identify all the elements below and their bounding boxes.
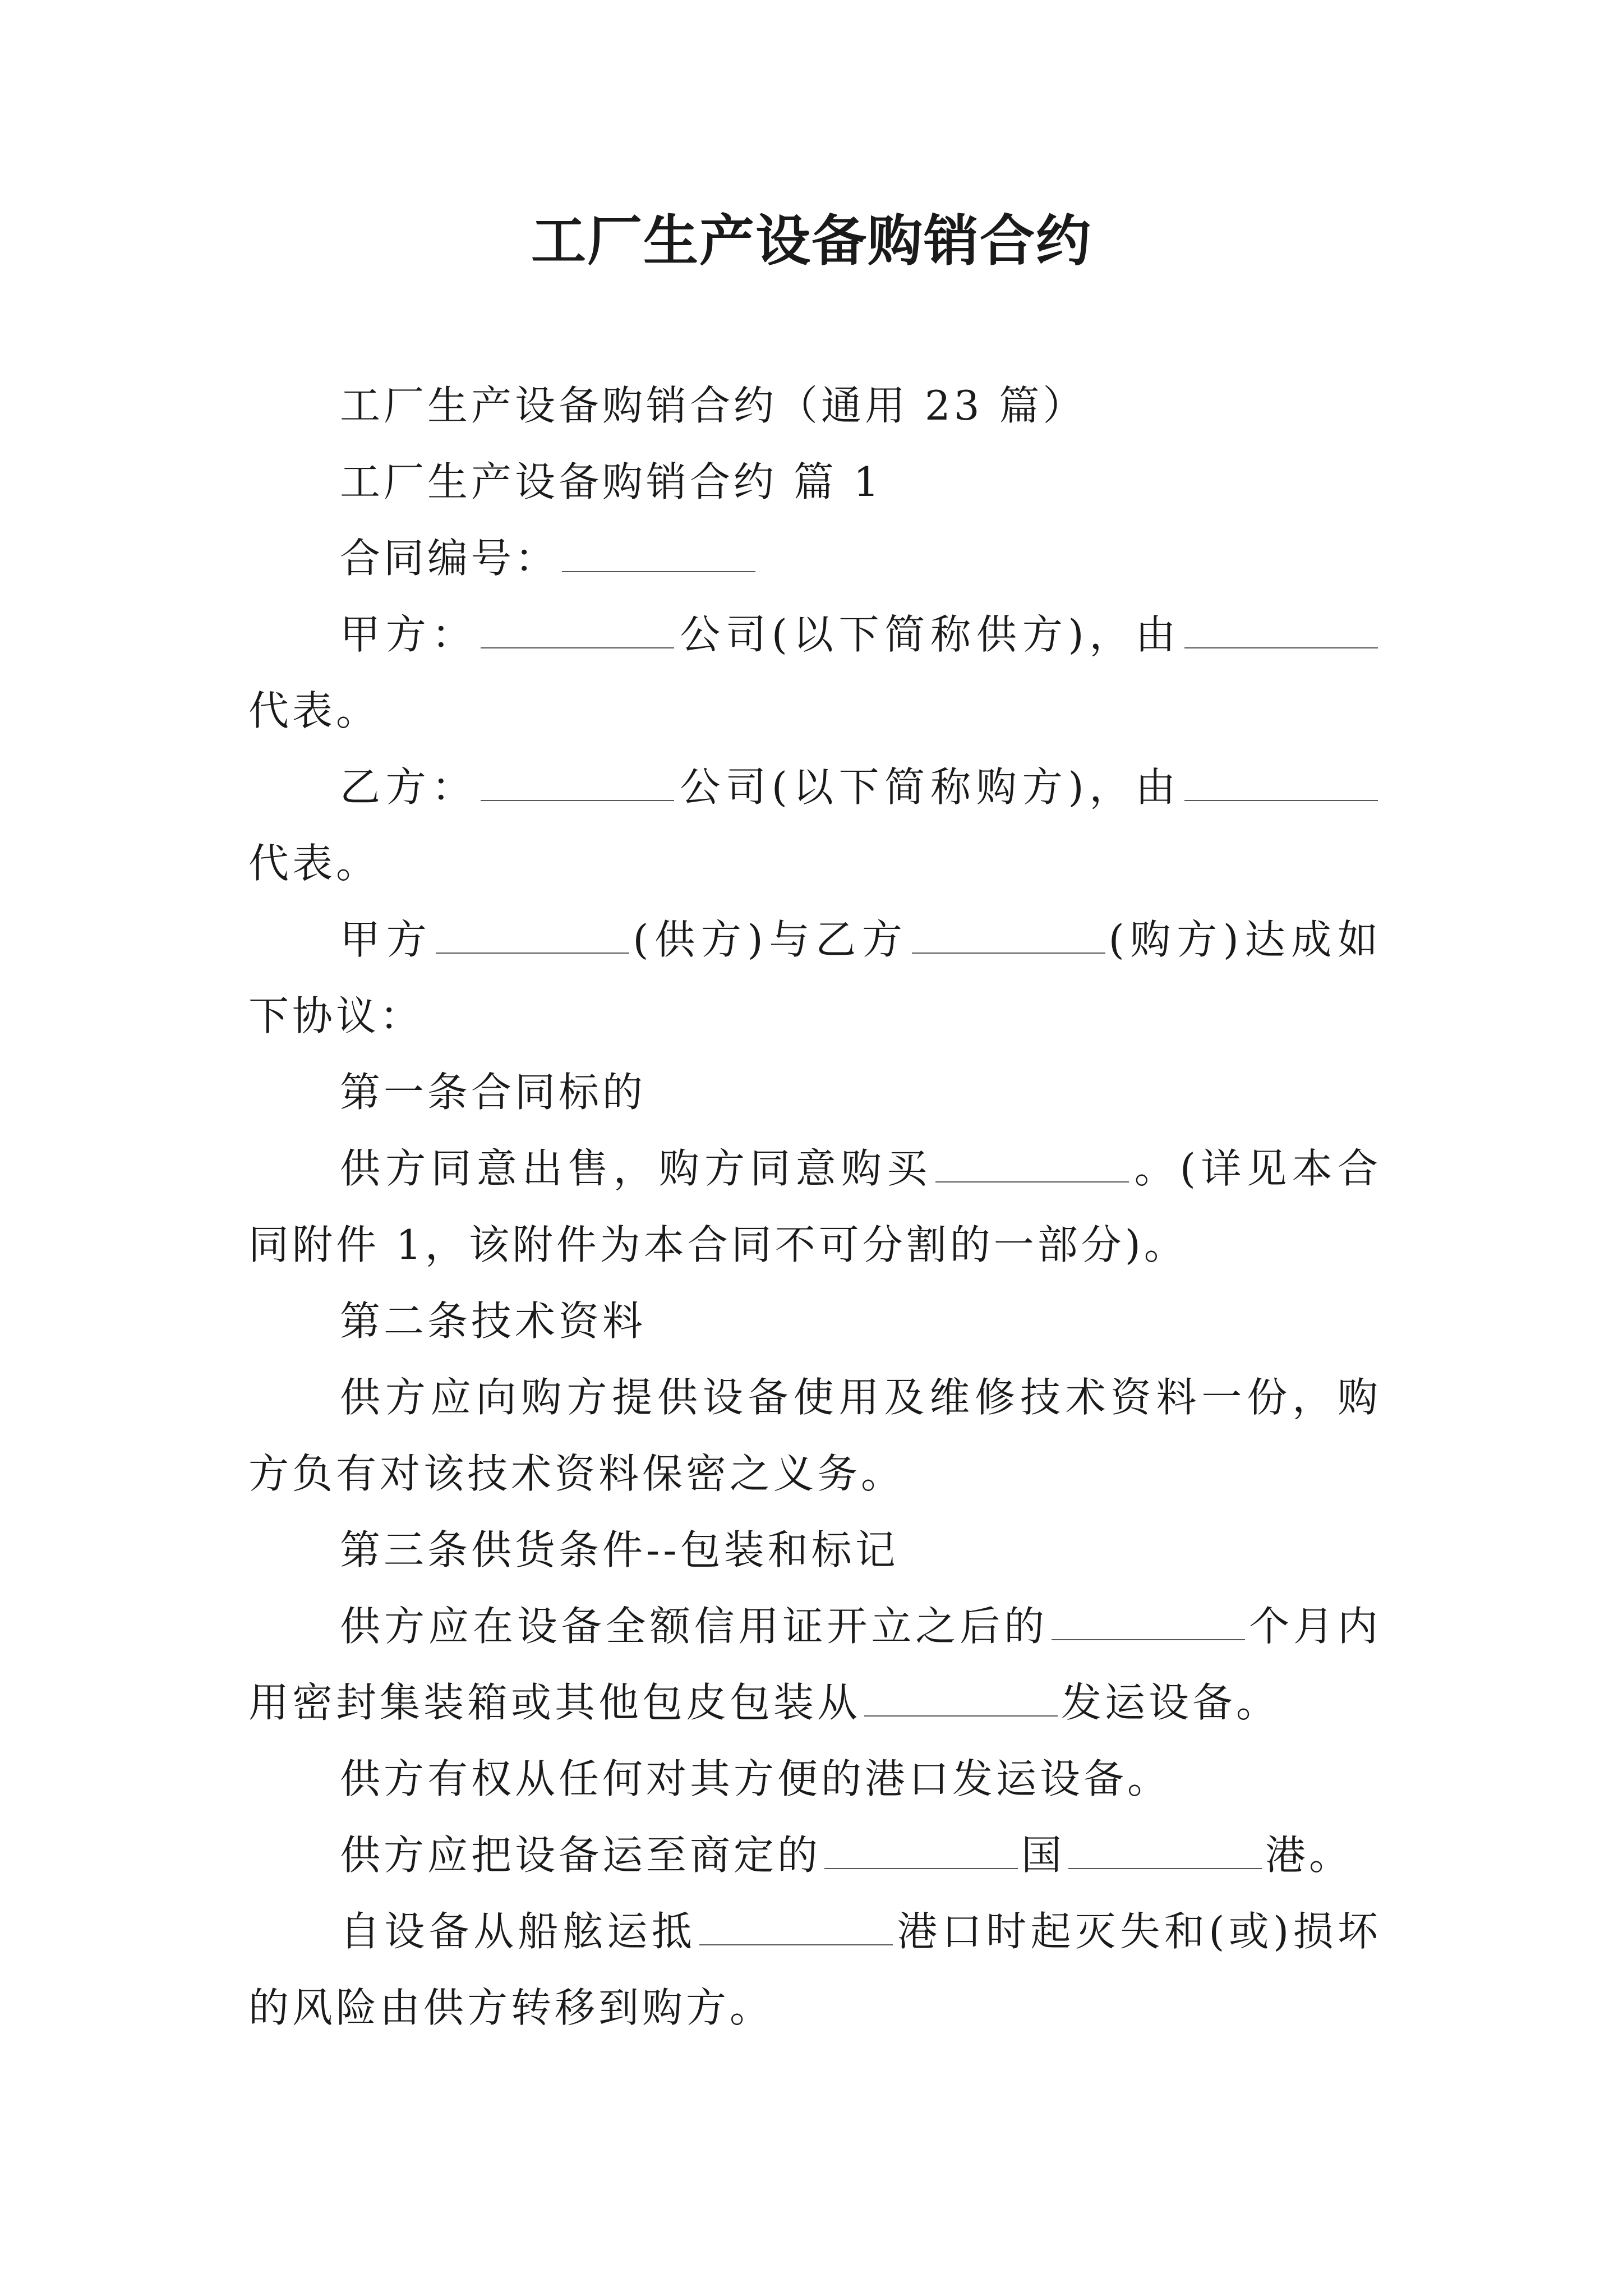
paragraph-text: 乙方： (340, 763, 478, 811)
paragraph (248, 1130, 1381, 1283)
blank-field (1068, 1833, 1262, 1869)
paragraph-text: 供方应向购方提供设备使用及维修技术资料一份，购方负有对该技术资料保密之义务。 (248, 1374, 1381, 1497)
paragraph (248, 596, 1381, 749)
paragraph-text: 甲方 (340, 916, 433, 963)
paragraph-text: (供方)与乙方 (633, 916, 909, 963)
blank-field (436, 918, 629, 954)
paragraph-text: 公司(以下简称供方)，由 (677, 611, 1181, 658)
paragraph-text: 自设备从船舷运抵 (340, 1908, 697, 1955)
blank-field (1184, 765, 1378, 801)
paragraph (248, 444, 1381, 520)
paragraph (248, 1054, 1381, 1130)
paragraph-text: 港。 (1265, 1832, 1353, 1879)
document-title: 工厂生产设备购销合约 (531, 209, 1092, 273)
paragraph-text: 代表。 (248, 687, 380, 734)
paragraph (248, 1817, 1381, 1893)
paragraph-text: 工厂生产设备购销合约（通用 23 篇） (340, 382, 1087, 429)
blank-field (481, 765, 674, 801)
paragraph-text: 第二条技术资料 (340, 1297, 647, 1345)
paragraph-text: 发运设备。 (1061, 1679, 1280, 1726)
blank-field (562, 536, 755, 572)
blank-field (1052, 1604, 1245, 1640)
blank-field (699, 1910, 893, 1945)
paragraph-text: 。(详见本合同附件 1，该附件为本合同不可分割的一部分)。 (248, 1145, 1381, 1268)
paragraph (248, 1893, 1381, 2046)
document-body (248, 367, 1381, 2046)
paragraph-text: 代表。 (248, 840, 380, 887)
paragraph-text: 个月内用密封集装箱或其他包皮包装从 (248, 1603, 1381, 1726)
paragraph (248, 367, 1381, 444)
paragraph (248, 1359, 1381, 1512)
paragraph-text: 国 (1021, 1832, 1066, 1879)
paragraph-text: 工厂生产设备购销合约 篇 1 (340, 458, 883, 505)
paragraph-text: 供方应在设备全额信用证开立之后的 (340, 1603, 1049, 1650)
paragraph (248, 1283, 1381, 1359)
paragraph (248, 1512, 1381, 1588)
blank-field (912, 918, 1105, 954)
paragraph (248, 749, 1381, 901)
blank-field (824, 1833, 1018, 1869)
blank-field (1184, 613, 1378, 648)
blank-field (935, 1147, 1129, 1182)
paragraph-text: 供方应把设备运至商定的 (340, 1832, 822, 1879)
paragraph-text: (购方)达成如下协议： (248, 916, 1381, 1039)
paragraph (248, 520, 1381, 596)
paragraph-text: 供方有权从任何对其方便的港口发运设备。 (340, 1755, 1172, 1802)
paragraph-text: 公司(以下简称购方)，由 (677, 763, 1181, 811)
paragraph-text: 港口时起灭失和(或)损坏的风险由供方转移到购方。 (248, 1908, 1381, 2031)
paragraph-text: 合同编号： (340, 535, 559, 582)
blank-field (864, 1681, 1058, 1717)
paragraph-text: 第一条合同标的 (340, 1069, 647, 1116)
paragraph-text: 甲方： (340, 611, 478, 658)
paragraph-text: 第三条供货条件--包装和标记 (340, 1526, 899, 1573)
paragraph (248, 1588, 1381, 1741)
paragraph (248, 901, 1381, 1054)
paragraph-text: 供方同意出售，购方同意购买 (340, 1145, 933, 1192)
blank-field (481, 613, 674, 648)
paragraph (248, 1741, 1381, 1817)
